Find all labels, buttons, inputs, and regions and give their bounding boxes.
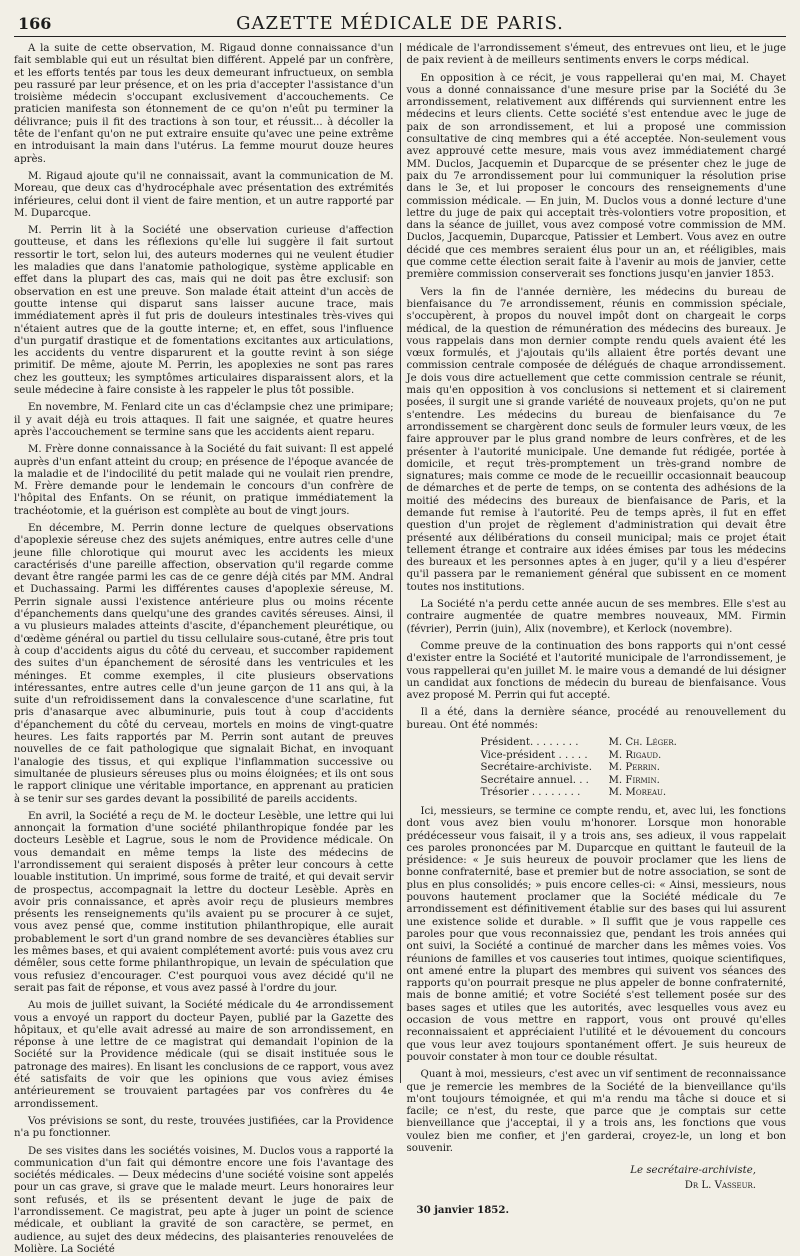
page-number: 166: [18, 14, 52, 33]
page-header: [14, 10, 786, 37]
paragraph: A la suite de cette observation, M. Rigaud donne connaissance d'un fait semblable qui eut un résultat bien différent. Appelé par un confrère, et les efforts tentés par tous les deux demeurant infructueux, on sembla peu rassuré par leur présence, et on les pria d'accepter l'assistance d'un troisième médecin s'occupant exclusivement d'accouchements. Ce praticien manifesta son étonnement de ce qu'on n'eût pu terminer la délivrance; puis il fit des tractions à son tour, et réussit... à décoller la tête de l'enfant qu'on ne put extraire ensuite qu'avec une peine extrême en introduisant la main dans l'utérus. La femme mourut douze heures après.: [14, 43, 394, 165]
paragraph: En opposition à ce récit, je vous rappellerai qu'en mai, M. Chayet vous a donné connaissance d'une mesure prise par la Société du 3e arrondissement, relativement aux différends qui surviennent entre les médecins et leurs clients. Cette société s'est entendue avec le juge de paix de son arrondissement, et lui a proposé une commission consultative de cinq membres qui a été acceptée. Non-seulement vous avez approuvé cette mesure, mais vous avez immédiatement chargé MM. Duclos, Jacquemin et Duparcque de se présenter chez le juge de paix du 7e arrondissement pour lui communiquer la résolution prise dans le 3e, et lui proposer le concours des renseignements d'une commission médicale. — En juin, M. Duclos vous a donné lecture d'une lettre du juge de paix qui acceptait très-volontiers votre proposition, et dans la séance de juillet, vous avez composé votre commission de MM. Duclos, Jacquemin, Duparcque, Patissier et Lembert. Vous avez en outre décidé que ces membres seraient élus pour un an, et rééligibles, mais que comme cette élection serait faite à l'avenir au mois de janvier, cette première commission conserverait ses fonctions jusqu'en janvier 1853.: [406, 72, 787, 281]
left-column: [14, 43, 400, 1255]
paragraph: M. Perrin lit à la Société une observation curieuse d'affection goutteuse, et dans les réflexions qu'elle lui suggère il fait surtout ressortir le tort, selon lui, des auteurs modernes qui ne veulent étudier les maladies que dans l'anatomie pathologique, système applicable en effet dans la plupart des cas, mais qui ne doit pas être exclusif: son observation en est une preuve. Son malade était atteint d'un accès de goutte intense qui disparut sans laisser aucune trace, mais immédiatement après il fut pris de douleurs intestinales très-vives qui n'étaient autres que de la goutte interne; et, en effet, sous l'influence d'un purgatif drastique et de fomentations excitantes aux articulations, les accidents du ventre disparurent et la goutte revint à son siége primitif. De même, ajoute M. Perrin, les apoplexies ne sont pas rares chez les goutteux; les symptômes articulaires disparaissent alors, et la seule médecine à faire consiste à les rappeler le plus tôt possible.: [14, 225, 394, 397]
paragraph: M. Frère donne connaissance à la Société du fait suivant: Il est appelé auprès d'un enfant atteint du croup; en présence de l'époque avancée de la maladie et de l'indocilité du petit malade qui ne voulait rien prendre, M. Frère demande pour le lendemain le concours d'un confrère de l'hôpital des Enfants. On se réunit, on pratique immédiatement la trachéotomie, et la guérison est complète au bout de vingt jours.: [14, 444, 394, 517]
officer-role: Président. . . . . . . .: [480, 737, 579, 749]
paragraph: Comme preuve de la continuation des bons rapports qui n'ont cessé d'exister entre la Société et l'autorité municipale de l'arrondissement, je vous rappellerai qu'en juillet M. le maire vous a demandé de lui désigner un candidat aux fonctions de médecin du bureau de bienfaisance. Vous avez proposé M. Perrin qui fut accepté.: [406, 640, 787, 702]
paragraph: Au mois de juillet suivant, la Société médicale du 4e arrondissement vous a envoyé un rapport du docteur Payen, publié par la Gazette des hôpitaux, et qu'elle avait adressé au maire de son arrondissement, en réponse à une lettre de ce magistrat qui demandait l'opinion de la Société sur la Providence médicale (qui se disait instituée sous le patronage des maires). En lisant les conclusions de ce rapport, vous avez été satisfaits de voir que les opinions que vous aviez émises antérieurement se trouvaient partagées par vos confrères du 4e arrondissement.: [14, 1000, 394, 1110]
officer-name: M. Firmin.: [608, 774, 660, 786]
officer-role: Secrétaire-archiviste.: [480, 762, 592, 774]
paragraph: Il a été, dans la dernière séance, procédé au renouvellement du bureau. Ont été nommés:: [406, 707, 787, 731]
document-date: 30 janvier 1852.: [416, 1203, 510, 1216]
paragraph: En décembre, M. Perrin donne lecture de quelques observations d'apoplexie séreuse chez des sujets anémiques, entre autres celle d'une jeune fille chlorotique qui mourut avec les accidents les mieux caractérisés d'une pareille affection, observation qu'il regarde comme devant être rangée parmi les cas de ce genre déjà cités par MM. Andral et Duchassaing. Parmi les différentes causes d'apoplexie séreuse, M. Perrin signale aussi l'existence antérieure plus ou moins récente d'épanchements dans quelqu'une des grandes cavités séreuses. Ainsi, il a vu plusieurs malades atteints d'ascite, d'épanchement pleurétique, ou d'œdème général ou partiel du tissu cellulaire sous-cutané, être pris tout à coup d'accidents aigus du côté du cerveau, et succomber rapidement des suites d'un épanchement de sérosité dans les ventricules et les méninges. Et comme exemples, il cite plusieurs observations intéressantes, entre autres celle d'un jeune garçon de 11 ans qui, à la suite d'un refroidissement dans la convalescence d'une scarlatine, fut pris d'anasarque avec albuminurie, puis tout à coup d'accidents d'épanchement du côté du cerveau, mortels en moins de vingt-quatre heures. Les faits rapportés par M. Perrin sont autant de preuves nouvelles de ce fait pathologique que signalait Bichat, en invoquant l'analogie des tissus, et qui explique l'inflammation successive ou simultanée de plusieurs séreuses plus ou moins éloignées; et ils ont sous le rapport clinique une véritable importance, en apprenant au praticien à se tenir sur ses gardes devant la possibilité de pareils accidents.: [14, 522, 394, 805]
officer-name: M. Rigaud.: [608, 749, 662, 761]
paragraph: Vers la fin de l'année dernière, les médecins du bureau de bienfaisance du 7e arrondissement, réunis en commission spéciale, s'occupèrent, à propos du nouvel impôt dont on chargeait le corps médical, de la question de rémunération des médecins des bureaux. Je vous rappelais dans mon dernier compte rendu quels avaient été les vœux formulés, et j'ajoutais qu'ils allaient être portés devant une commission centrale composée de délégués de chaque arrondissement. Je dois vous dire actuellement que cette commission centrale se réunit, mais qu'en opposition à vos conclusions si nettement et si clairement posées, il surgit une si grande variété de nouveaux projets, qu'on ne put s'entendre. Les médecins du bureau de bienfaisance du 7e arrondissement se chargèrent donc seuls de formuler leurs vœux, de les faire approuver par le plus grand nombre de leurs confrères, et de les présenter à l'autorité municipale. Une demande fut rédigée, portée à domicile, et reçut très-promptement un très-grand nombre de signatures; mais comme ce mode de le recueillir occasionnait beaucoup de démarches et de perte de temps, on se contenta des adhésions de la moitié des médecins des bureaux de bienfaisance de Paris, et la demande fut remise à l'autorité. Peu de temps après, il fut en effet question d'un projet de règlement d'administration qui devait être présenté aux délibérations du conseil municipal; mais ce projet était tellement étrange et contraire aux idées émises par tous les médecins des bureaux et les personnes aptes à en juger, qu'il y a lieu d'espérer qu'il passera par le remaniement général que subissent en ce moment toutes nos institutions.: [406, 286, 787, 593]
paragraph: Vos prévisions se sont, du reste, trouvées justifiées, car la Providence n'a pu fonctionner.: [14, 1115, 394, 1140]
paragraph: En avril, la Société a reçu de M. le docteur Lesèble, une lettre qui lui annonçait la formation d'une société philanthropique fondée par les docteurs Lesèble et Lagrue, sous le nom de Providence médicale. On vous demandait en même temps la liste des médecins de l'arrondissement qui seraient disposés à prêter leur concours à cette louable institution. Un imprimé, sous forme de traité, et qui devait servir de prospectus, accompagnait la lettre du docteur Lesèble. Après en avoir pris connaissance, et après avoir reçu de plusieurs membres présents les renseignements qu'ils avaient pu se procurer à ce sujet, vous avez pensé que, comme institution philanthropique, elle aurait probablement le sort d'un grand nombre de ses devancières établies sur les mêmes bases, et qui avaient complétement avorté: puis vous avez cru démêler, sous cette forme philanthropique, un levain de spéculation que vous refusiez d'encourager. C'est pourquoi vous avez décidé qu'il ne serait pas fait de réponse, et vous avez passé à l'ordre du jour.: [14, 810, 394, 994]
officer-role: Secrétaire annuel. . .: [480, 774, 589, 786]
paragraph: Ici, messieurs, se termine ce compte rendu, et, avec lui, les fonctions dont vous avez bien voulu m'honorer. Lorsque mon honorable prédécesseur vous faisait, il y a trois ans, ses adieux, il vous rappelait ces paroles prononcées par M. Duparcque en quittant le fauteuil de la présidence: « Je suis heureux de pouvoir proclamer que les liens de bonne confraternité, base et premier but de notre association, se sont de plus en plus consolidés; » puis encore celles-ci: « Ainsi, messieurs, nous pouvons hautement proclamer que la Société médicale du 7e arrondissement est définitivement établie sur des bases qui lui assurent une existence solide et durable. » Il suffit que je vous rappelle ces paroles pour que vous reconnaissiez que, pendant les trois années qui ont suivi, la Société a continué de marcher dans les mêmes voies. Vos réunions de familles et vos causeries tout intimes, quoique scientifiques, ont amené entre la plupart des membres qui suivent vos séances des rapports qu'on pourrait presque ne plus appeler de bonne confraternité, mais de bonne amitié; et votre Société s'est tellement posée sur des bases sages et utiles que les autorités, avec lesquelles vous avez eu occasion de vous mettre en rapport, vous ont prouvé qu'elles reconnaissaient et appréciaient l'utilité et le dévouement du concours que vous leur avez toujours spontanément offert. Je suis heureux de pouvoir constater à mon tour ce double résultat.: [406, 806, 787, 1063]
article-columns: [14, 43, 787, 1255]
paragraph: M. Rigaud ajoute qu'il ne connaissait, avant la communication de M. Moreau, que deux cas d'hydrocéphale avec présentation des extrémités inférieures, celui dont il vient de faire mention, et un autre rapporté par M. Duparcque.: [14, 170, 394, 219]
officer-name: M. Moreau.: [608, 787, 667, 799]
signature-name: Dr L. Vasseur.: [684, 1179, 757, 1191]
officer-name: M. Perrin.: [608, 762, 661, 774]
officer-row: [477, 750, 681, 763]
right-column: [401, 43, 787, 1216]
paragraph: De ses visites dans les sociétés voisines, M. Duclos vous a rapporté la communication d'un fait qui démontre encore une fois l'avantage des sociétés médicales. — Deux médecins d'une société voisine sont appelés pour un cas grave, si grave que le malade meurt. Leurs honoraires leur sont refusés, et ils se présentent devant le juge de paix de l'arrondissement. Ce magistrat, peu apte à juger un point de science médicale, et oubliant la gravité de son caractère, se permet, en audience, au sujet des deux médecins, des plaisanteries renouvelées de Molière. La Société: [14, 1145, 394, 1255]
signature-title: Le secrétaire-archiviste,: [630, 1165, 757, 1177]
paragraph: médicale de l'arrondissement s'émeut, des entrevues ont lieu, et le juge de paix revient à de meilleurs sentiments envers le corps médical.: [406, 43, 787, 67]
officer-role: Vice-président . . . . .: [480, 749, 588, 761]
officer-row: [477, 775, 681, 788]
officer-name: M. Ch. Léger.: [608, 737, 677, 749]
officer-row: [477, 737, 681, 750]
officer-row: [477, 762, 681, 775]
paragraph: Quant à moi, messieurs, c'est avec un vif sentiment de reconnaissance que je remercie les membres de la Société de la bienveillance qu'ils m'ont toujours témoignée, et qui m'a rendu ma tâche si douce et si facile; ce n'est, du reste, que parce que je comptais sur cette bienveillance que j'acceptai, il y a trois ans, les fonctions que vous voulez bien me confier, et j'en garderai, croyez-le, un long et bon souvenir.: [406, 1069, 787, 1155]
officers-list: [477, 737, 681, 800]
paragraph: La Société n'a perdu cette année aucun de ses membres. Elle s'est au contraire augmentée de quatre membres nouveaux, MM. Firmin (février), Perrin (juin), Alix (novembre), et Kerlock (novembre).: [406, 599, 787, 635]
officer-row: [477, 787, 681, 800]
officer-role: Trésorier . . . . . . . .: [480, 787, 581, 799]
journal-title: GAZETTE MÉDICALE DE PARIS.: [236, 13, 564, 34]
paragraph: En novembre, M. Fenlard cite un cas d'éclampsie chez une primipare; il y avait déjà eu trois attaques. Il fait une saignée, et quatre heures après l'accouchement se termine sans que les accidents aient reparu.: [14, 402, 394, 438]
